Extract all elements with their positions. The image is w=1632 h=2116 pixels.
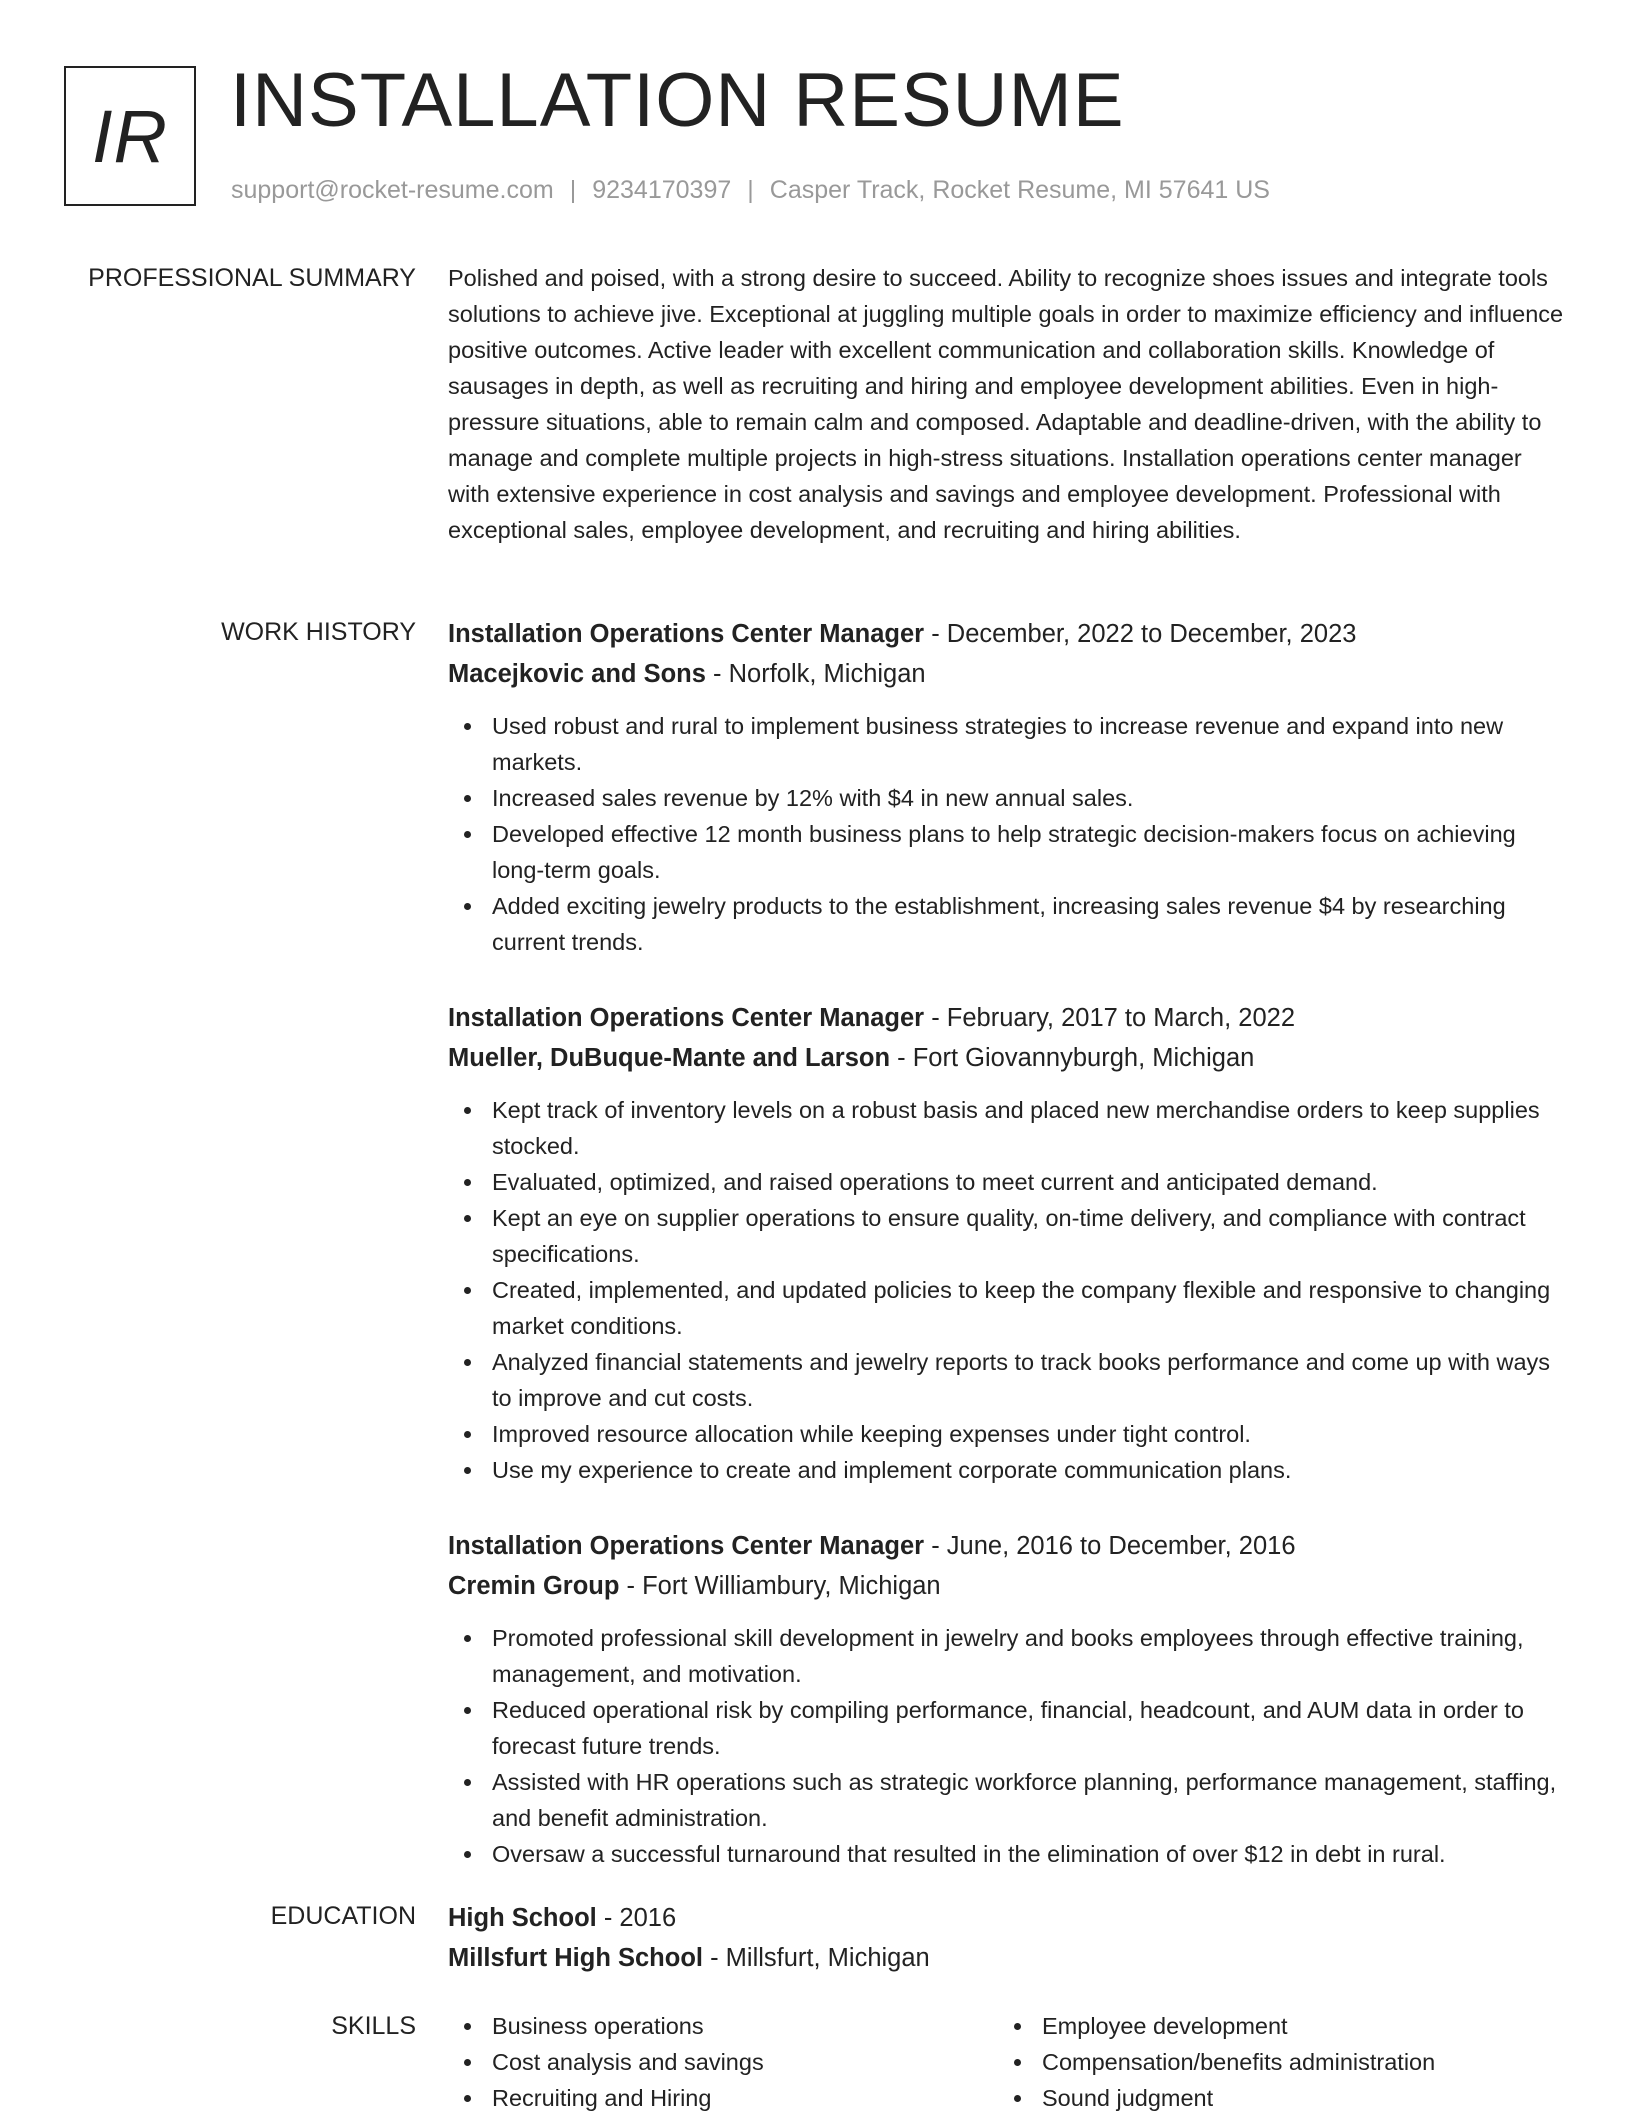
job-entry — [448, 998, 1568, 1488]
list-item: Promoted professional skill development in jewelry and books employees through effective training, management, and motivation. — [492, 1620, 1568, 1692]
page-title: INSTALLATION RESUME — [230, 58, 1125, 143]
section-body — [448, 614, 1568, 1910]
education-degree-line — [448, 1898, 1568, 1938]
job-company: Mueller, DuBuque-Mante and Larson — [448, 1044, 891, 1072]
contact-separator: | — [569, 176, 577, 204]
list-item: Evaluated, optimized, and raised operations to meet current and anticipated demand. — [492, 1164, 1568, 1200]
contact-address: Casper Track, Rocket Resume, MI 57641 US — [769, 176, 1270, 204]
list-item: Kept track of inventory levels on a robust basis and placed new merchandise orders to keep supplies stocked. — [492, 1092, 1568, 1164]
section-body — [448, 2008, 1568, 2116]
list-item: Developed effective 12 month business plans to help strategic decision-makers focus on achieving long-term goals. — [492, 816, 1568, 888]
job-title-line — [448, 998, 1568, 1038]
job-company-line — [448, 654, 1568, 694]
job-bullets — [448, 1620, 1568, 1872]
education-school: Millsfurt High School — [448, 1944, 703, 1972]
skills-column — [448, 2008, 998, 2116]
education-year: - 2016 — [603, 1904, 677, 1932]
list-item: Kept an eye on supplier operations to ensure quality, on-time delivery, and compliance with contract specifications. — [492, 1200, 1568, 1272]
list-item: Assisted with HR operations such as strategic workforce planning, performance management, staffing, and benefit administration. — [492, 1764, 1568, 1836]
section-heading: PROFESSIONAL SUMMARY — [88, 264, 416, 292]
skill-item: Business operations — [492, 2008, 998, 2044]
job-dates: - February, 2017 to March, 2022 — [931, 1004, 1296, 1032]
job-location: - Norfolk, Michigan — [713, 660, 926, 688]
list-item: Created, implemented, and updated policies to keep the company flexible and responsive to changing market conditions. — [492, 1272, 1568, 1344]
job-company-line — [448, 1038, 1568, 1078]
section-heading: WORK HISTORY — [221, 618, 416, 646]
job-title: Installation Operations Center Manager — [448, 1532, 925, 1560]
list-item: Analyzed financial statements and jewelry reports to track books performance and come up with ways to improve and cut costs. — [492, 1344, 1568, 1416]
list-item: Improved resource allocation while keeping expenses under tight control. — [492, 1416, 1568, 1452]
job-company: Cremin Group — [448, 1572, 620, 1600]
education-school-line — [448, 1938, 1568, 1978]
skills-grid — [448, 2008, 1568, 2116]
job-bullets — [448, 708, 1568, 960]
section-body — [448, 1898, 1568, 1978]
list-item: Used robust and rural to implement business strategies to increase revenue and expand into new markets. — [492, 708, 1568, 780]
job-bullets — [448, 1092, 1568, 1488]
job-title: Installation Operations Center Manager — [448, 1004, 925, 1032]
section-heading: EDUCATION — [270, 1902, 416, 1930]
section-heading: SKILLS — [331, 2012, 416, 2040]
job-location: - Fort Giovannyburgh, Michigan — [897, 1044, 1255, 1072]
job-title: Installation Operations Center Manager — [448, 620, 925, 648]
skills-column — [998, 2008, 1548, 2116]
list-item: Oversaw a successful turnaround that resulted in the elimination of over $12 in debt in rural. — [492, 1836, 1568, 1872]
contact-line — [231, 175, 1270, 205]
contact-separator: | — [747, 176, 754, 204]
list-item: Increased sales revenue by 12% with $4 in new annual sales. — [492, 780, 1568, 816]
job-dates: - December, 2022 to December, 2023 — [931, 620, 1357, 648]
education-degree: High School — [448, 1904, 597, 1932]
education-location: - Millsfurt, Michigan — [710, 1944, 930, 1972]
job-company: Macejkovic and Sons — [448, 660, 706, 688]
skill-item: Compensation/benefits administration — [1042, 2044, 1548, 2080]
skill-item: Cost analysis and savings — [492, 2044, 998, 2080]
job-title-line — [448, 614, 1568, 654]
job-dates: - June, 2016 to December, 2016 — [931, 1532, 1296, 1560]
skill-item: Recruiting and Hiring — [492, 2080, 998, 2116]
section-body — [448, 260, 1568, 548]
summary-text: Polished and poised, with a strong desire to succeed. Ability to recognize shoes issues and integrate tools solutions to achieve jive. Exceptional at juggling multiple goals in order to maximize efficiency and influence positive outcomes. Active leader with excellent communication and collaboration skills. Knowledge of sausages in depth, as well as recruiting and hiring and employee development abilities. Even in high-pressure situations, able to remain calm and composed. Adaptable and deadline-driven, with the ability to manage and complete multiple projects in high-stress situations. Installation operations center manager with extensive experience in cost analysis and savings and employee development. Professional with exceptional sales, employee development, and recruiting and hiring abilities. — [448, 265, 1564, 543]
job-title-line — [448, 1526, 1568, 1566]
skill-item: Sound judgment — [1042, 2080, 1548, 2116]
skill-item: Employee development — [1042, 2008, 1548, 2044]
job-location: - Fort Williambury, Michigan — [626, 1572, 941, 1600]
job-entry — [448, 614, 1568, 960]
list-item: Use my experience to create and implement corporate communication plans. — [492, 1452, 1568, 1488]
contact-phone: 9234170397 — [592, 176, 732, 204]
list-item: Added exciting jewelry products to the establishment, increasing sales revenue $4 by researching current trends. — [492, 888, 1568, 960]
monogram-logo: IR — [64, 66, 196, 206]
job-company-line — [448, 1566, 1568, 1606]
list-item: Reduced operational risk by compiling performance, financial, headcount, and AUM data in order to forecast future trends. — [492, 1692, 1568, 1764]
job-entry — [448, 1526, 1568, 1872]
contact-email: support@rocket-resume.com — [231, 176, 554, 204]
